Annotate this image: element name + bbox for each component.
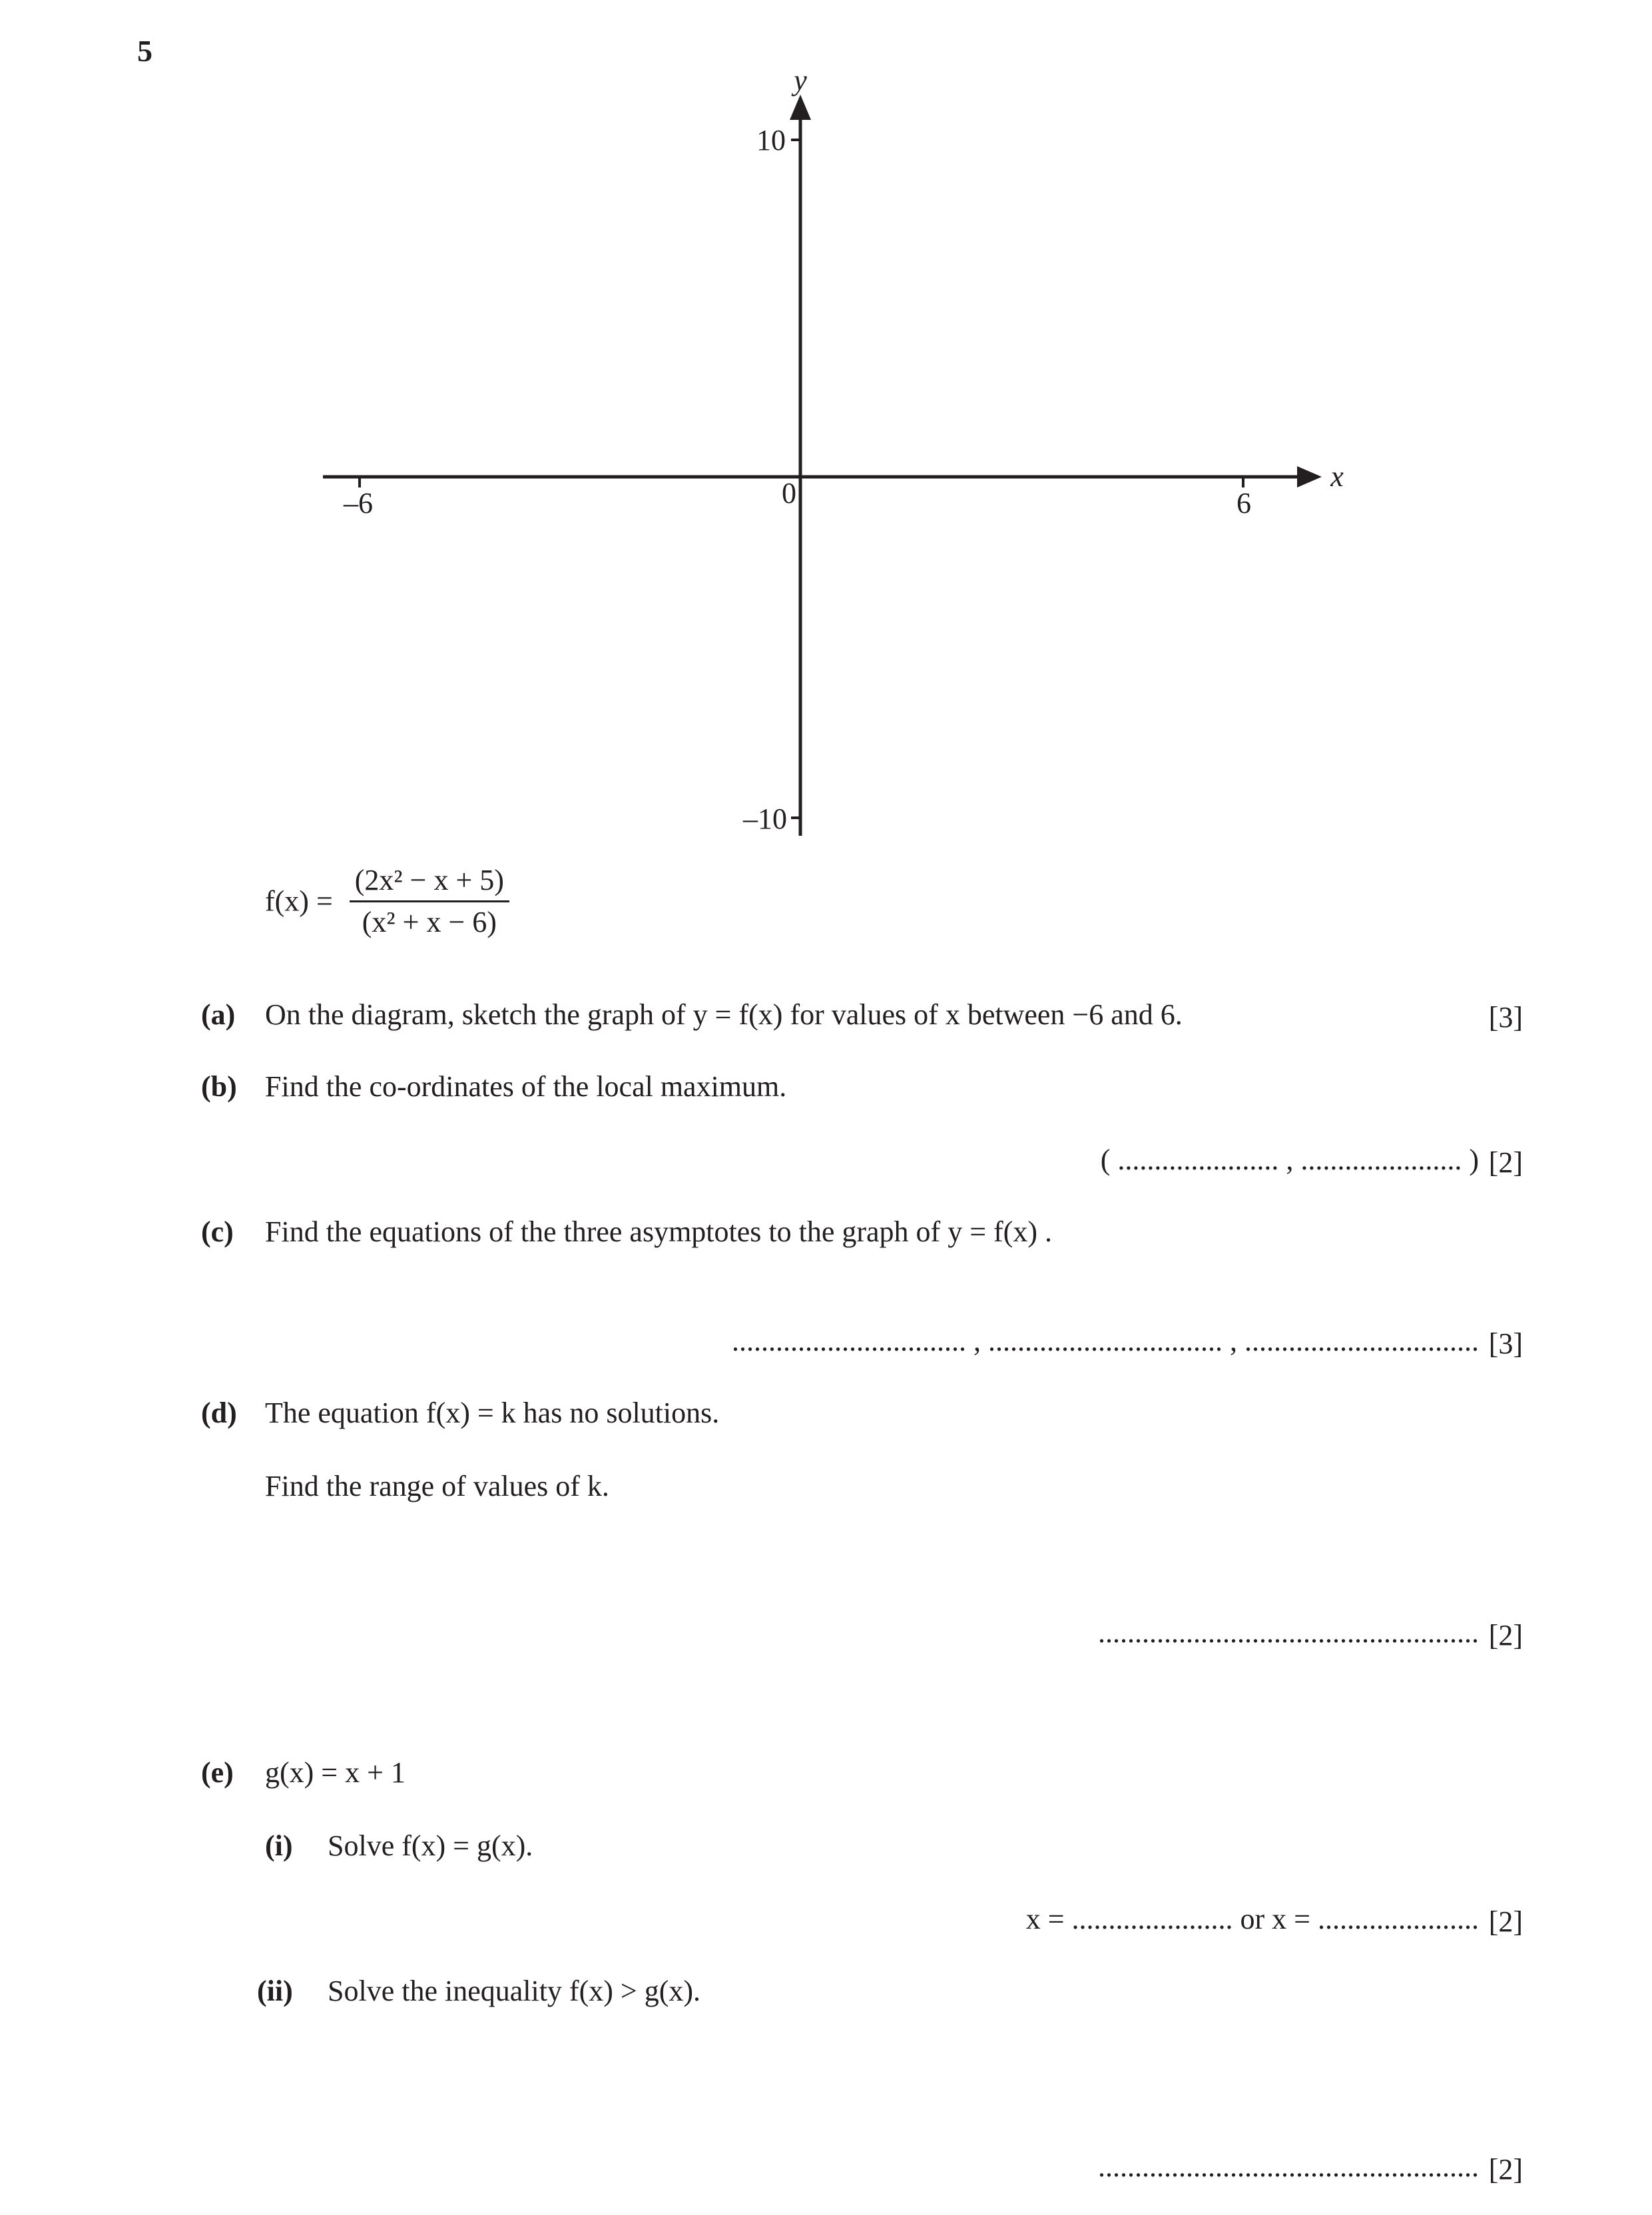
part-e-i-answer-line[interactable]: x = ...................... or x = ...................... bbox=[1025, 1903, 1479, 1935]
x-axis-label: x bbox=[1330, 460, 1344, 493]
part-e-ii-label: (ii) bbox=[257, 1975, 293, 2007]
x-min-label: –6 bbox=[344, 487, 373, 519]
y-axis-arrowhead bbox=[790, 95, 811, 120]
part-e-label: (e) bbox=[201, 1756, 234, 1789]
graph-axes[interactable] bbox=[0, 0, 1652, 866]
part-e-text: g(x) = x + 1 bbox=[265, 1756, 406, 1789]
function-denominator: (x² + x − 6) bbox=[362, 906, 497, 938]
part-e-i-marks: [2] bbox=[1488, 1905, 1523, 1938]
function-definition bbox=[265, 866, 509, 937]
question-number: 5 bbox=[137, 34, 152, 68]
part-d-text2: Find the range of values of k. bbox=[265, 1470, 609, 1502]
part-d-text: The equation f(x) = k has no solutions. bbox=[265, 1397, 720, 1429]
part-c-label: (c) bbox=[201, 1215, 234, 1248]
part-e-ii-marks: [2] bbox=[1488, 2153, 1523, 2186]
part-e-i-text: Solve f(x) = g(x). bbox=[328, 1829, 533, 1862]
part-b-text: Find the co-ordinates of the local maximum. bbox=[265, 1070, 787, 1103]
x-max-label: 6 bbox=[1237, 487, 1251, 519]
origin-label: 0 bbox=[782, 477, 796, 509]
part-a-marks: [3] bbox=[1488, 1001, 1523, 1034]
part-d-label: (d) bbox=[201, 1397, 237, 1429]
x-axis-arrowhead bbox=[1297, 466, 1322, 487]
part-e-i-label: (i) bbox=[265, 1829, 293, 1862]
part-e-ii-answer-line[interactable]: .................................................... bbox=[1098, 2150, 1479, 2183]
part-b-answer-line[interactable]: ( ...................... , ...................... ) bbox=[1100, 1143, 1479, 1176]
function-fraction bbox=[350, 866, 509, 937]
part-c-text: Find the equations of the three asymptotes to the graph of y = f(x) . bbox=[265, 1215, 1052, 1248]
y-axis-label: y bbox=[794, 64, 807, 97]
function-lhs: f(x) = bbox=[265, 884, 333, 918]
part-c-answer-line[interactable]: ................................ , ................................ , ................................ bbox=[732, 1325, 1479, 1357]
part-c-marks: [3] bbox=[1488, 1327, 1523, 1360]
part-a-label: (a) bbox=[201, 998, 236, 1031]
part-b-marks: [2] bbox=[1488, 1146, 1523, 1179]
y-max-label: 10 bbox=[756, 124, 786, 157]
part-a-text: On the diagram, sketch the graph of y = f(x) for values of x between −6 and 6. bbox=[265, 998, 1183, 1031]
part-d-answer-line[interactable]: .................................................... bbox=[1098, 1616, 1479, 1649]
part-d-marks: [2] bbox=[1488, 1619, 1523, 1652]
part-e-ii-text: Solve the inequality f(x) > g(x). bbox=[328, 1975, 701, 2007]
part-b-label: (b) bbox=[201, 1070, 237, 1103]
y-min-label: –10 bbox=[743, 802, 787, 835]
function-numerator: (2x² − x + 5) bbox=[350, 866, 509, 902]
